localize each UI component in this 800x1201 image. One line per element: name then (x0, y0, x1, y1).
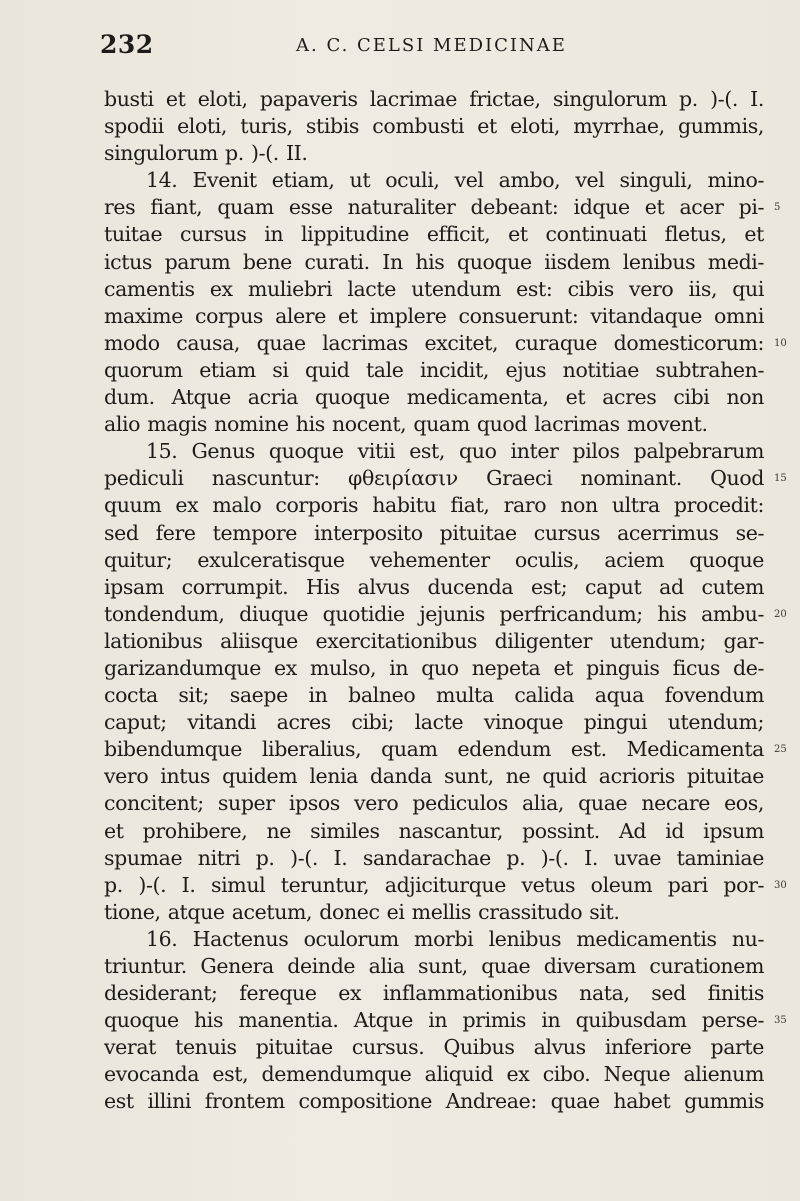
text-line: quitur; exulceratisque vehementer oculis, aciem quoque (104, 547, 764, 572)
margin-line-number: 20 (774, 608, 787, 620)
text-line: quorum etiam si quid tale incidit, ejus notitiae subtrahen- (104, 357, 764, 382)
text-line: desiderant; fereque ex inflammationibus nata, sed finitis (104, 981, 764, 1006)
body-text (104, 86, 764, 1116)
text-line: caput; vitandi acres cibi; lacte vinoque pingui utendum; (104, 710, 764, 735)
margin-line-number: 10 (774, 337, 787, 349)
text-line: 16. Hactenus oculorum morbi lenibus medicamentis nu- (146, 926, 764, 951)
text-line: est illini frontem compositione Andreae: quae habet gummis (104, 1089, 764, 1114)
text-line: modo causa, quae lacrimas excitet, curaque domesticorum: (104, 330, 764, 355)
text-line: dum. Atque acria quoque medicamenta, et acres cibi non (104, 385, 764, 410)
text-line: spumae nitri p. )-(. I. sandarachae p. )-(. I. uvae taminiae (104, 845, 764, 870)
text-line: ipsam corrumpit. His alvus ducenda est; caput ad cutem (104, 574, 764, 599)
text-line: tuitae cursus in lippitudine efficit, et continuati fletus, et (104, 222, 764, 247)
text-line: pediculi nascuntur: φθειρίασιν Graeci nominant. Quod (104, 466, 764, 491)
line-number-margin (774, 86, 796, 1166)
text-line: singulorum p. )-(. II. (104, 141, 308, 166)
margin-line-number: 35 (774, 1015, 787, 1027)
text-line: camentis ex muliebri lacte utendum est: cibis vero iis, qui (104, 276, 764, 301)
text-line: evocanda est, demendumque aliquid ex cibo. Neque alienum (104, 1062, 764, 1087)
page-header (100, 30, 760, 64)
running-title: A. C. CELSI MEDICINAE (296, 35, 567, 56)
text-line: garizandumque ex mulso, in quo nepeta et pinguis ficus de- (104, 655, 764, 680)
text-line: concitent; super ipsos vero pediculos alia, quae necare eos, (104, 791, 764, 816)
text-line: busti et eloti, papaveris lacrimae frictae, singulorum p. )-(. I. (104, 87, 764, 111)
page-number: 232 (100, 30, 154, 59)
text-line: quoque his manentia. Atque in primis in quibusdam perse- (104, 1008, 764, 1033)
text-line: sed fere tempore interposito pituitae cursus acerrimus se- (104, 520, 764, 545)
text-line: lationibus aliisque exercitationibus diligenter utendum; gar- (104, 628, 764, 653)
margin-line-number: 25 (774, 744, 787, 756)
text-line: triuntur. Genera deinde alia sunt, quae diversam curationem (104, 954, 764, 978)
text-line: quum ex malo corporis habitu fiat, raro non ultra procedit: (104, 493, 764, 518)
text-line: res fiant, quam esse naturaliter debeant: idque et acer pi- (104, 195, 764, 220)
text-line: et prohibere, ne similes nascantur, possint. Ad id ipsum (104, 818, 764, 843)
margin-line-number: 30 (774, 879, 787, 891)
text-line: vero intus quidem lenia danda sunt, ne quid acrioris pituitae (104, 764, 764, 789)
text-line: verat tenuis pituitae cursus. Quibus alvus inferiore parte (104, 1035, 764, 1060)
text-line: spodii eloti, turis, stibis combusti et eloti, myrrhae, gummis, (104, 114, 764, 139)
margin-line-number: 5 (774, 202, 781, 214)
text-line: cocta sit; saepe in balneo multa calida aqua fovendum (104, 683, 764, 708)
text-line: maxime corpus alere et implere consuerunt: vitandaque omni (104, 303, 764, 328)
text-line: tondendum, diuque quotidie jejunis perfricandum; his ambu- (104, 601, 764, 626)
text-line: 14. Evenit etiam, ut oculi, vel ambo, vel singuli, mino- (146, 168, 764, 193)
text-line: 15. Genus quoque vitii est, quo inter pilos palpebrarum (146, 439, 764, 464)
text-line: tione, atque acetum, donec ei mellis crassitudo sit. (104, 899, 620, 924)
text-line: p. )-(. I. simul teruntur, adjiciturque vetus oleum pari por- (104, 872, 764, 897)
text-line: alio magis nomine his nocent, quam quod lacrimas movent. (104, 412, 708, 437)
text-line: ictus parum bene curati. In his quoque iisdem lenibus medi- (104, 249, 764, 274)
text-line: bibendumque liberalius, quam edendum est. Medicamenta (104, 737, 764, 762)
margin-line-number: 15 (774, 473, 787, 485)
